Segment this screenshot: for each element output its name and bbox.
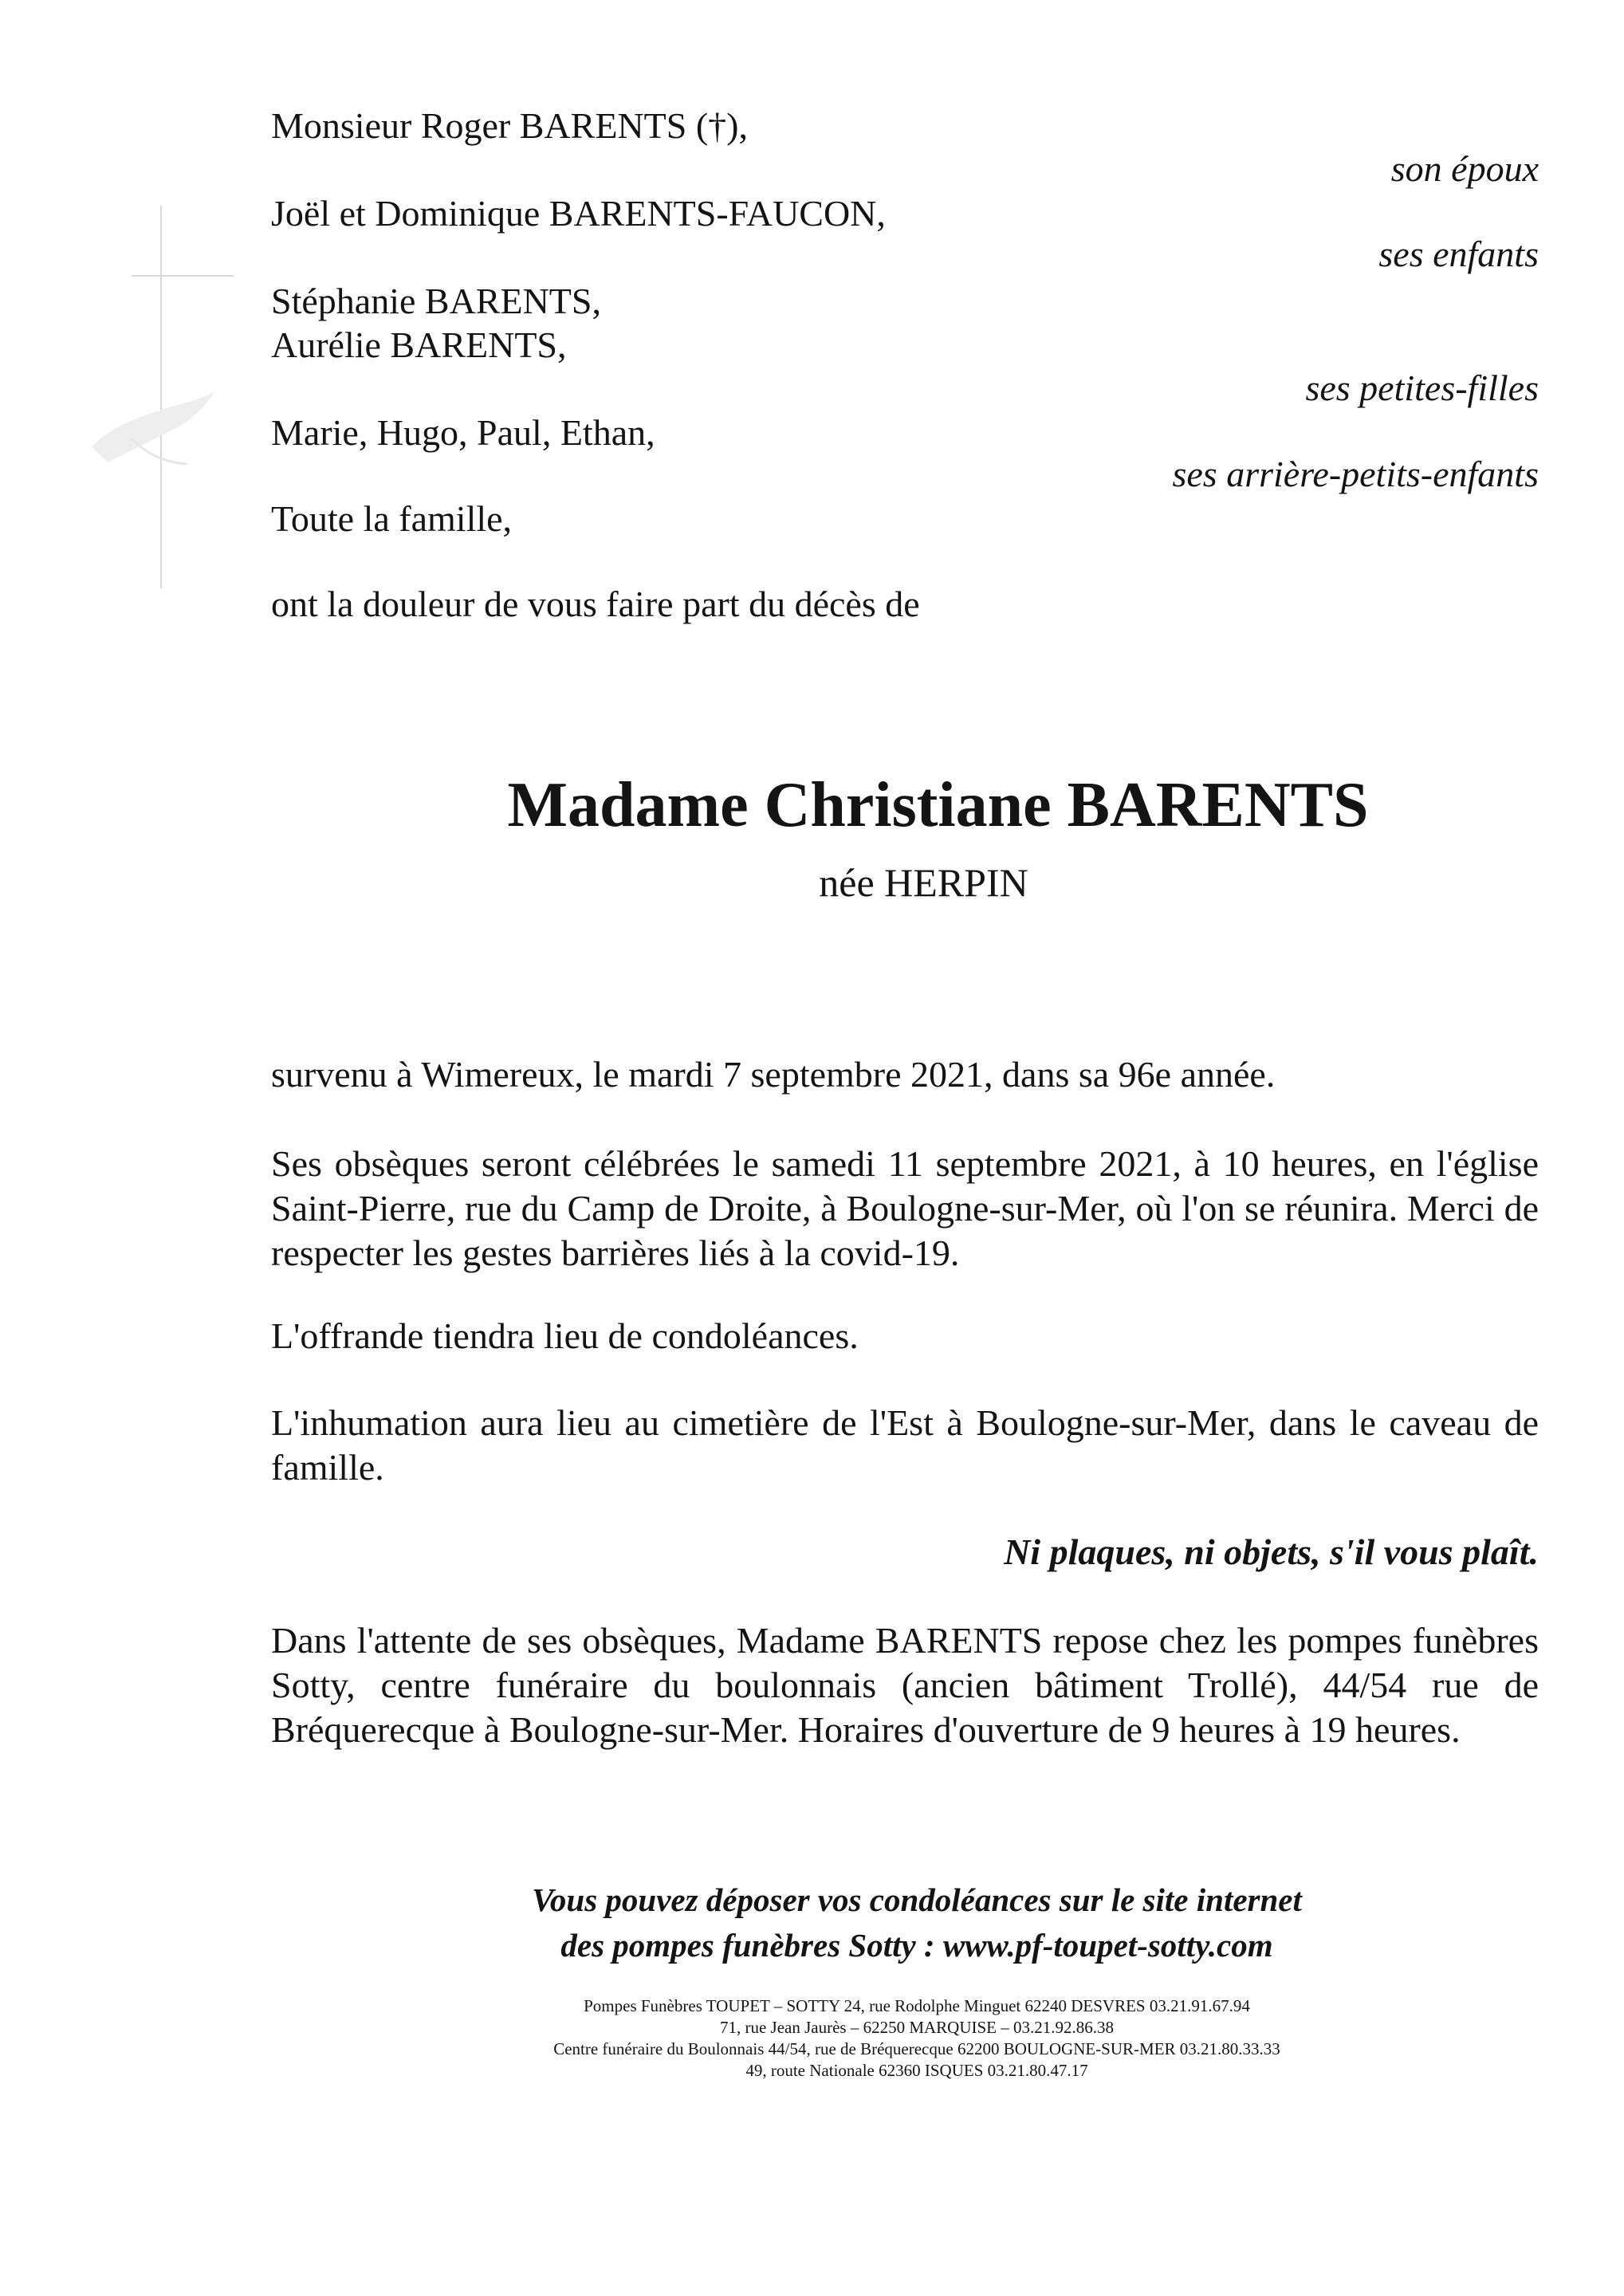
children-names: Joël et Dominique BARENTS-FAUCON, — [271, 193, 886, 234]
footer-line-3: Centre funéraire du Boulonnais 44/54, rue de Bréquerecque 62200 BOULOGNE-SUR-MER 03.21.80.33.33 — [553, 2039, 1280, 2058]
footer-line-2: 71, rue Jean Jaurès – 62250 MARQUISE – 03.21.92.86.38 — [719, 2018, 1115, 2037]
granddaughters-role: ses petites-filles — [1305, 368, 1539, 408]
footer-line-4: 49, route Nationale 62360 ISQUES 03.21.80.47.17 — [745, 2061, 1088, 2080]
repose-details: Dans l'attente de ses obsèques, Madame BARENTS repose chez les pompes funèbres Sotty, centre funéraire du boulonnais (ancien bâtiment Trollé), 44/54 rue de Bréquerecque à Boulogne-sur-Mer. Horaires d'ouverture de 9 heures à 19 heures. — [271, 1620, 1539, 1750]
offering-note: L'offrande tiendra lieu de condoléances. — [271, 1315, 859, 1356]
great-grandchildren-names: Marie, Hugo, Paul, Ethan, — [271, 412, 655, 453]
granddaughter-name-1: Stéphanie BARENTS, — [271, 281, 601, 321]
cross-bar — [132, 275, 234, 277]
website-line-2: des pompes funèbres Sotty : www.pf-toupet-sotty.com — [560, 1927, 1273, 1964]
children-role: ses enfants — [1378, 234, 1539, 274]
husband-name: Monsieur Roger BARENTS (†), — [271, 105, 748, 146]
death-details: survenu à Wimereux, le mardi 7 septembre 2021, dans sa 96e année. — [271, 1054, 1276, 1095]
dove-icon — [76, 375, 227, 486]
website-line-1: Vous pouvez déposer vos condoléances sur le site internet — [532, 1881, 1302, 1918]
burial-details: L'inhumation aura lieu au cimetière de l'Est à Boulogne-sur-Mer, dans le caveau de famille. — [271, 1402, 1539, 1488]
funeral-details: Ses obsèques seront célébrées le samedi 11 septembre 2021, à 10 heures, en l'église Saint-Pierre, rue du Camp de Droite, à Boulogne-sur-Mer, où l'on se réunira. Merci de respecter les gestes barrières liés à la covid-19. — [271, 1143, 1539, 1273]
granddaughter-name-2: Aurélie BARENTS, — [271, 324, 567, 365]
husband-role: son époux — [1390, 148, 1539, 189]
whole-family: Toute la famille, — [271, 498, 513, 539]
deceased-name: Madame Christiane BARENTS — [507, 770, 1369, 840]
great-grandchildren-role: ses arrière-petits-enfants — [1172, 454, 1539, 494]
no-flowers-note: Ni plaques, ni objets, s'il vous plaît. — [1004, 1531, 1539, 1572]
deceased-maiden-name: née HERPIN — [819, 860, 1028, 905]
announcement-text: ont la douleur de vous faire part du décès de — [271, 584, 920, 624]
footer-line-1: Pompes Funèbres TOUPET – SOTTY 24, rue Rodolphe Minguet 62240 DESVRES 03.21.91.67.94 — [584, 1996, 1250, 2015]
